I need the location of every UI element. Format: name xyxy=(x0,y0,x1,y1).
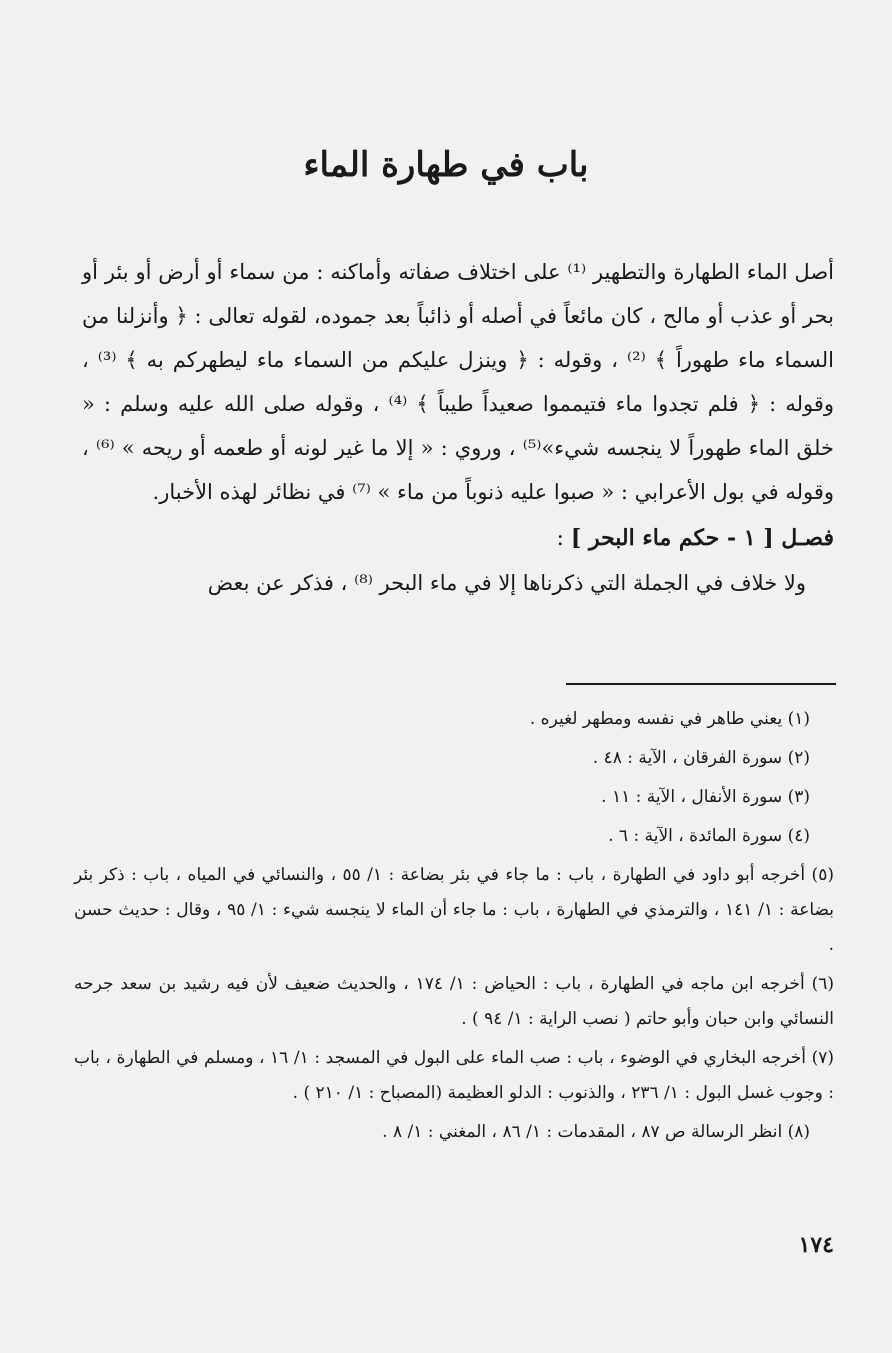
main-text xyxy=(82,250,834,605)
section-heading: فصـل [ ١ - حكم ماء البحر ] xyxy=(570,525,834,551)
footnote-8: (٨) انظر الرسالة ص ٨٧ ، المقدمات : ١/ ٨٦ ، المغني : ١/ ٨ . xyxy=(382,1122,810,1142)
page-number: ١٧٤ xyxy=(798,1232,834,1258)
section-heading-line xyxy=(82,516,834,561)
footnote-3: (٣) سورة الأنفال ، الآية : ١١ . xyxy=(601,787,810,807)
footnote-4: (٤) سورة المائدة ، الآية : ٦ . xyxy=(608,826,810,846)
chapter-title: باب في طهارة الماء xyxy=(303,145,589,185)
footnote-6: (٦) أخرجه ابن ماجه في الطهارة ، باب : الحياض : ١/ ١٧٤ ، والحديث ضعيف لأن فيه رشيد بن سعد جرحه النسائي وابن حبان وأبو حاتم ( نصب الراية : ١/ ٩٤ ) . xyxy=(74,974,834,1029)
footnote-2: (٢) سورة الفرقان ، الآية : ٤٨ . xyxy=(592,748,810,768)
footnote-5: (٥) أخرجه أبو داود في الطهارة ، باب : ما جاء في بئر بضاعة : ١/ ٥٥ ، والنسائي في المياه ، باب : ذكر بئر بضاعة : ١/ ١٤١ ، والترمذي في الطهارة ، باب : ما جاء أن الماء لا ينجسه شيء : ١/ ٩٥ ، وقال : حديث حسن . xyxy=(74,865,835,955)
section-colon: : xyxy=(556,526,571,551)
footnotes xyxy=(74,702,834,1154)
footnote-1: (١) يعني طاهر في نفسه ومطهر لغيره . xyxy=(529,709,810,729)
paragraph-1: أصل الماء الطهارة والتطهير ⁽¹⁾ على اختلاف صفاته وأماكنه : من سماء أو أرض أو بئر أو بحر أو عذب أو مالح ، كان مائعاً في أصله أو ذائباً بعد جموده، لقوله تعالى : ﴿ وأنزلنا من السماء ماء طهوراً ﴾ ⁽²⁾ ، وقوله : ﴿ وينزل عليكم من السماء ماء ليطهركم به ﴾ ⁽³⁾ ، وقوله : ﴿ فلم تجدوا ماء فتيمموا صعيداً طيباً ﴾ ⁽⁴⁾ ، وقوله صلى الله عليه وسلم : « خلق الماء طهوراً لا ينجسه شيء»⁽⁵⁾ ، وروي : « إلا ما غير لونه أو طعمه أو ريحه » ⁽⁶⁾ ، وقوله في بول الأعرابي : « صبوا عليه ذنوباً من ماء » ⁽⁷⁾ في نظائر لهذه الأخبار. xyxy=(82,260,835,504)
footnote-divider xyxy=(566,683,836,685)
paragraph-2: ولا خلاف في الجملة التي ذكرناها إلا في ماء البحر ⁽⁸⁾ ، فذكر عن بعض xyxy=(207,571,806,595)
footnote-7: (٧) أخرجه البخاري في الوضوء ، باب : صب الماء على البول في المسجد : ١/ ١٦ ، ومسلم في الطهارة ، باب : وجوب غسل البول : ١/ ٢٣٦ ، والذنوب : الدلو العظيمة (المصباح : ١/ ٢١٠ ) . xyxy=(74,1048,835,1103)
